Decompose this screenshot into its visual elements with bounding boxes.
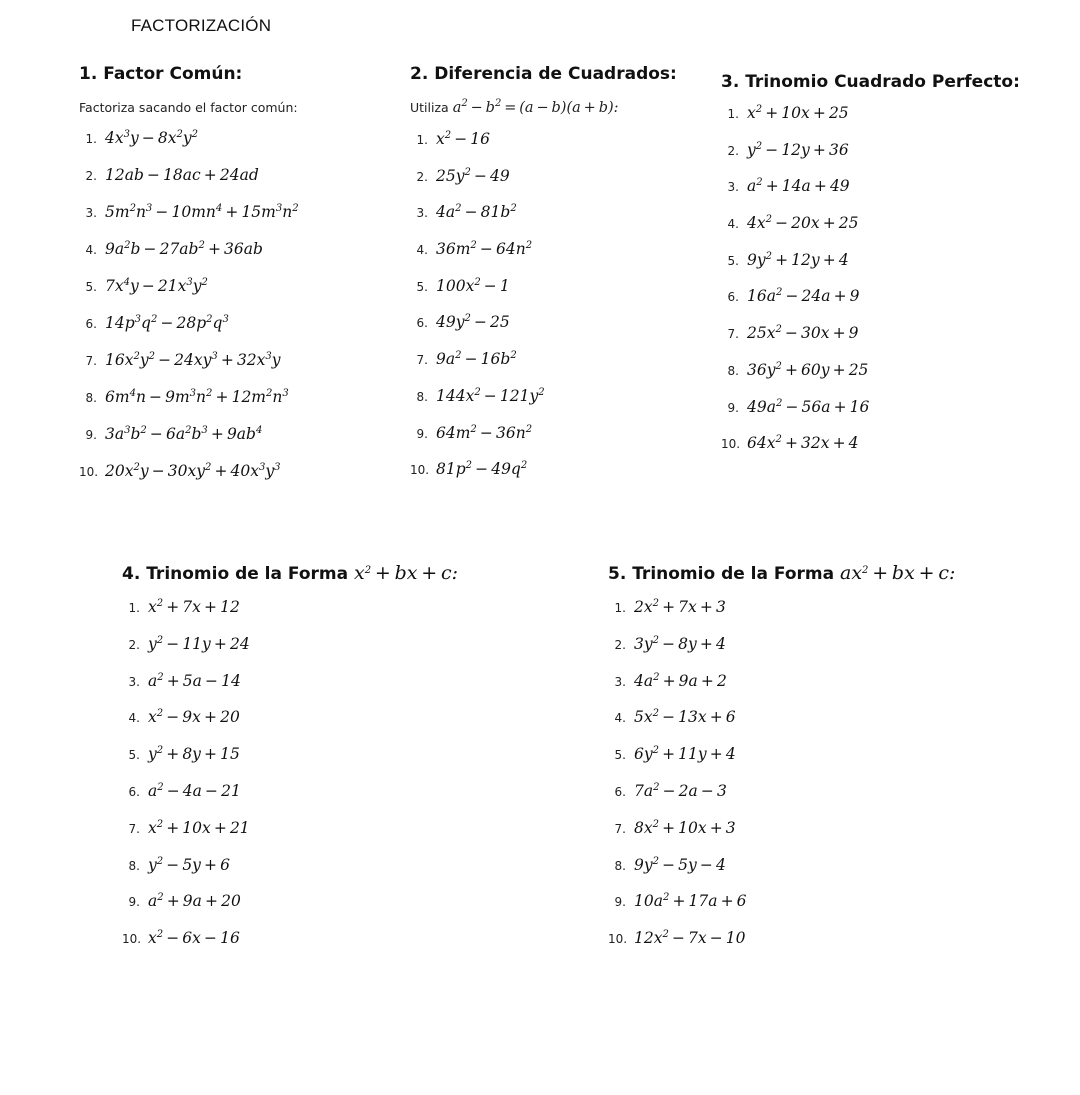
item-expression: $a^2 + 9a + 20$: [148, 892, 241, 911]
exercise-item: [122, 929, 458, 966]
item-number: 9.: [416, 426, 428, 441]
exercise-list: [721, 104, 1020, 471]
item-number: 4.: [614, 711, 626, 726]
section-trinomio-ax2-bx-c: [608, 562, 955, 966]
exercise-item: [79, 203, 299, 240]
exercise-item: [79, 425, 299, 462]
item-expression: $4x^2 - 20x + 25$: [747, 214, 859, 233]
exercise-item: [410, 277, 677, 314]
item-number: 8.: [416, 389, 428, 404]
exercise-item: [79, 277, 299, 314]
item-expression: $144x^2 - 121y^2$: [436, 386, 545, 405]
item-number: 5.: [614, 748, 626, 763]
item-expression: $4a^2 + 9a + 2$: [634, 671, 727, 690]
item-number: 1.: [85, 132, 97, 146]
exercise-item: [122, 745, 458, 782]
item-number: 4.: [85, 243, 97, 257]
intro-formula: $a^2 - b^2 = (a - b)(a + b)$:: [452, 98, 619, 116]
item-expression: $y^2 - 5y + 6$: [148, 855, 230, 874]
exercise-item: [721, 287, 1020, 324]
exercise-item: [608, 782, 955, 819]
heading-text: 5. Trinomio de la Forma: [608, 564, 835, 584]
item-number: 7.: [614, 821, 626, 836]
exercise-item: [410, 424, 677, 461]
exercise-item: [410, 350, 677, 387]
item-number: 1.: [128, 601, 140, 615]
item-expression: $x^2 - 16$: [436, 130, 491, 148]
exercise-list: [122, 598, 458, 966]
exercise-list: [608, 598, 955, 966]
item-number: 10.: [608, 932, 628, 947]
item-expression: $x^2 + 7x + 12$: [148, 598, 240, 616]
item-number: 10.: [410, 463, 430, 478]
exercise-item: [122, 782, 458, 819]
item-expression: $7x^4y - 21x^3y^2$: [105, 277, 208, 295]
item-expression: $100x^2 - 1$: [436, 276, 510, 295]
exercise-item: [122, 708, 458, 745]
intro-text: Factoriza sacando el factor común:: [79, 100, 298, 115]
item-expression: $25y^2 - 49$: [436, 166, 510, 185]
exercise-item: [122, 635, 458, 672]
item-number: 4.: [416, 243, 428, 258]
item-number: 2.: [727, 143, 739, 158]
exercise-item: [721, 177, 1020, 214]
exercise-item: [721, 251, 1020, 288]
section-heading: [79, 64, 299, 84]
exercise-item: [721, 361, 1020, 398]
item-number: 10.: [79, 465, 99, 479]
exercise-item: [79, 129, 299, 166]
exercise-item: [410, 203, 677, 240]
item-expression: $9y^2 - 5y - 4$: [634, 855, 726, 874]
item-expression: $16a^2 - 24a + 9$: [747, 287, 860, 306]
item-number: 8.: [727, 363, 739, 378]
item-number: 9.: [85, 428, 97, 442]
exercise-item: [608, 929, 955, 966]
item-expression: 12ab − 18ac + 24ad: [105, 166, 259, 184]
item-expression: $x^2 - 6x - 16$: [148, 929, 240, 948]
exercise-item: [721, 324, 1020, 361]
item-expression: $25x^2 - 30x + 9$: [747, 324, 859, 343]
heading-text: 3. Trinomio Cuadrado Perfecto:: [721, 72, 1020, 92]
exercise-item: [608, 635, 955, 672]
item-expression: $14p^3q^2 - 28p^2q^3$: [105, 314, 229, 332]
item-number: 5.: [85, 280, 97, 294]
item-number: 6.: [416, 316, 428, 331]
item-number: 1.: [416, 133, 428, 147]
section-heading: [410, 64, 677, 84]
item-expression: $36m^2 - 64n^2$: [436, 240, 533, 259]
item-expression: $9a^2b - 27ab^2 + 36ab$: [105, 240, 263, 258]
item-number: 2.: [614, 637, 626, 652]
item-expression: $81p^2 - 49q^2$: [436, 460, 528, 479]
item-expression: $6y^2 + 11y + 4$: [634, 745, 736, 764]
item-number: 9.: [614, 895, 626, 910]
item-number: 7.: [416, 353, 428, 368]
item-number: 10.: [122, 932, 142, 947]
exercise-item: [122, 892, 458, 929]
item-number: 6.: [727, 290, 739, 305]
item-expression: $x^2 - 9x + 20$: [148, 708, 240, 727]
exercise-item: [79, 388, 299, 425]
section-factor-comun: [79, 64, 299, 499]
heading-text: 1. Factor Común:: [79, 64, 243, 84]
item-number: 4.: [128, 711, 140, 726]
item-number: 8.: [128, 858, 140, 873]
exercise-item: [608, 672, 955, 709]
item-expression: $x^2 + 10x + 25$: [747, 104, 849, 122]
item-number: 6.: [614, 784, 626, 799]
item-expression: $20x^2y - 30xy^2 + 40x^3y^3$: [105, 462, 281, 480]
exercise-item: [608, 598, 955, 635]
item-expression: $16x^2y^2 - 24xy^3 + 32x^3y$: [105, 351, 281, 369]
item-expression: $64m^2 - 36n^2$: [436, 423, 533, 442]
section-instructions: [410, 100, 677, 116]
exercise-item: [410, 167, 677, 204]
item-number: 3.: [727, 180, 739, 195]
item-expression: $64x^2 + 32x + 4$: [747, 434, 859, 453]
heading-formula: $x^2$ + bx + c:: [354, 562, 459, 584]
item-number: 5.: [416, 279, 428, 294]
exercise-item: [410, 130, 677, 167]
heading-text: 2. Diferencia de Cuadrados:: [410, 64, 677, 84]
item-expression: $x^2 + 10x + 21$: [148, 818, 250, 837]
exercise-item: [721, 141, 1020, 178]
item-number: 9.: [727, 400, 739, 415]
item-expression: $y^2 - 12y + 36$: [747, 140, 849, 159]
item-number: 5.: [727, 253, 739, 268]
exercise-item: [721, 434, 1020, 471]
item-expression: $y^2 - 11y + 24$: [148, 634, 250, 653]
item-number: 5.: [128, 748, 140, 763]
exercise-item: [122, 819, 458, 856]
item-number: 3.: [614, 674, 626, 689]
exercise-item: [721, 398, 1020, 435]
item-expression: $3a^3b^2 - 6a^2b^3 + 9ab^4$: [105, 425, 263, 443]
item-number: 1.: [614, 601, 626, 615]
exercise-item: [79, 462, 299, 499]
exercise-list: [79, 129, 299, 499]
document-title: FACTORIZACIÓN: [131, 16, 272, 35]
item-expression: $9y^2 + 12y + 4$: [747, 250, 849, 269]
item-expression: $49a^2 - 56a + 16$: [747, 397, 870, 416]
exercise-item: [410, 313, 677, 350]
exercise-item: [410, 387, 677, 424]
exercise-item: [122, 672, 458, 709]
item-number: 4.: [727, 217, 739, 232]
item-expression: $7a^2 - 2a - 3$: [634, 781, 727, 800]
exercise-item: [608, 856, 955, 893]
section-diferencia-cuadrados: [410, 64, 677, 497]
item-expression: $y^2 + 8y + 15$: [148, 745, 240, 764]
exercise-item: [79, 240, 299, 277]
item-number: 3.: [85, 206, 97, 220]
item-number: 6.: [85, 317, 97, 331]
section-trinomio-x2-bx-c: [122, 562, 458, 966]
exercise-item: [79, 314, 299, 351]
section-instructions: [79, 100, 299, 115]
exercise-item: [122, 856, 458, 893]
item-expression: $49y^2 - 25$: [436, 313, 510, 332]
item-expression: $12x^2 - 7x - 10$: [634, 929, 746, 948]
exercise-item: [608, 745, 955, 782]
item-expression: $a^2 + 14a + 49$: [747, 177, 850, 196]
item-expression: $4x^3y - 8x^2y^2$: [105, 129, 199, 147]
section-heading: [608, 562, 955, 584]
item-expression: $2x^2 + 7x + 3$: [634, 598, 726, 616]
exercise-item: [79, 166, 299, 203]
item-expression: $4a^2 - 81b^2$: [436, 203, 517, 222]
item-expression: $9a^2 - 16b^2$: [436, 350, 517, 369]
exercise-item: [608, 819, 955, 856]
exercise-item: [721, 104, 1020, 141]
item-expression: $8x^2 + 10x + 3$: [634, 818, 736, 837]
item-expression: $5m^2n^3 - 10mn^4 + 15m^3n^2$: [105, 203, 299, 221]
item-number: 7.: [85, 354, 97, 368]
section-trinomio-cuadrado-perfecto: [721, 72, 1020, 471]
item-number: 8.: [85, 391, 97, 405]
item-number: 6.: [128, 784, 140, 799]
heading-text: 4. Trinomio de la Forma: [122, 564, 349, 584]
item-expression: $a^2 - 4a - 21$: [148, 781, 241, 800]
heading-formula: $ax^2$ + bx + c:: [840, 562, 956, 584]
item-expression: $6m^4n - 9m^3n^2 + 12m^2n^3$: [105, 388, 289, 406]
item-number: 2.: [85, 169, 97, 183]
item-number: 3.: [416, 206, 428, 221]
section-heading: [122, 562, 458, 584]
item-expression: $3y^2 - 8y + 4$: [634, 634, 726, 653]
item-number: 10.: [721, 437, 741, 452]
exercise-item: [608, 708, 955, 745]
item-number: 9.: [128, 895, 140, 910]
item-expression: $36y^2 + 60y + 25$: [747, 360, 869, 379]
exercise-item: [122, 598, 458, 635]
item-number: 3.: [128, 674, 140, 689]
exercise-item: [721, 214, 1020, 251]
exercise-item: [410, 240, 677, 277]
exercise-list: [410, 130, 677, 497]
section-heading: [721, 72, 1020, 92]
item-number: 7.: [727, 327, 739, 342]
item-expression: $a^2 + 5a - 14$: [148, 671, 241, 690]
exercise-item: [79, 351, 299, 388]
item-number: 2.: [128, 637, 140, 652]
item-number: 8.: [614, 858, 626, 873]
item-number: 2.: [416, 169, 428, 184]
item-number: 7.: [128, 821, 140, 836]
exercise-item: [608, 892, 955, 929]
item-number: 1.: [727, 107, 739, 121]
item-expression: $10a^2 + 17a + 6$: [634, 892, 747, 911]
intro-text: Utiliza: [410, 100, 449, 115]
item-expression: $5x^2 - 13x + 6$: [634, 708, 736, 727]
exercise-item: [410, 460, 677, 497]
